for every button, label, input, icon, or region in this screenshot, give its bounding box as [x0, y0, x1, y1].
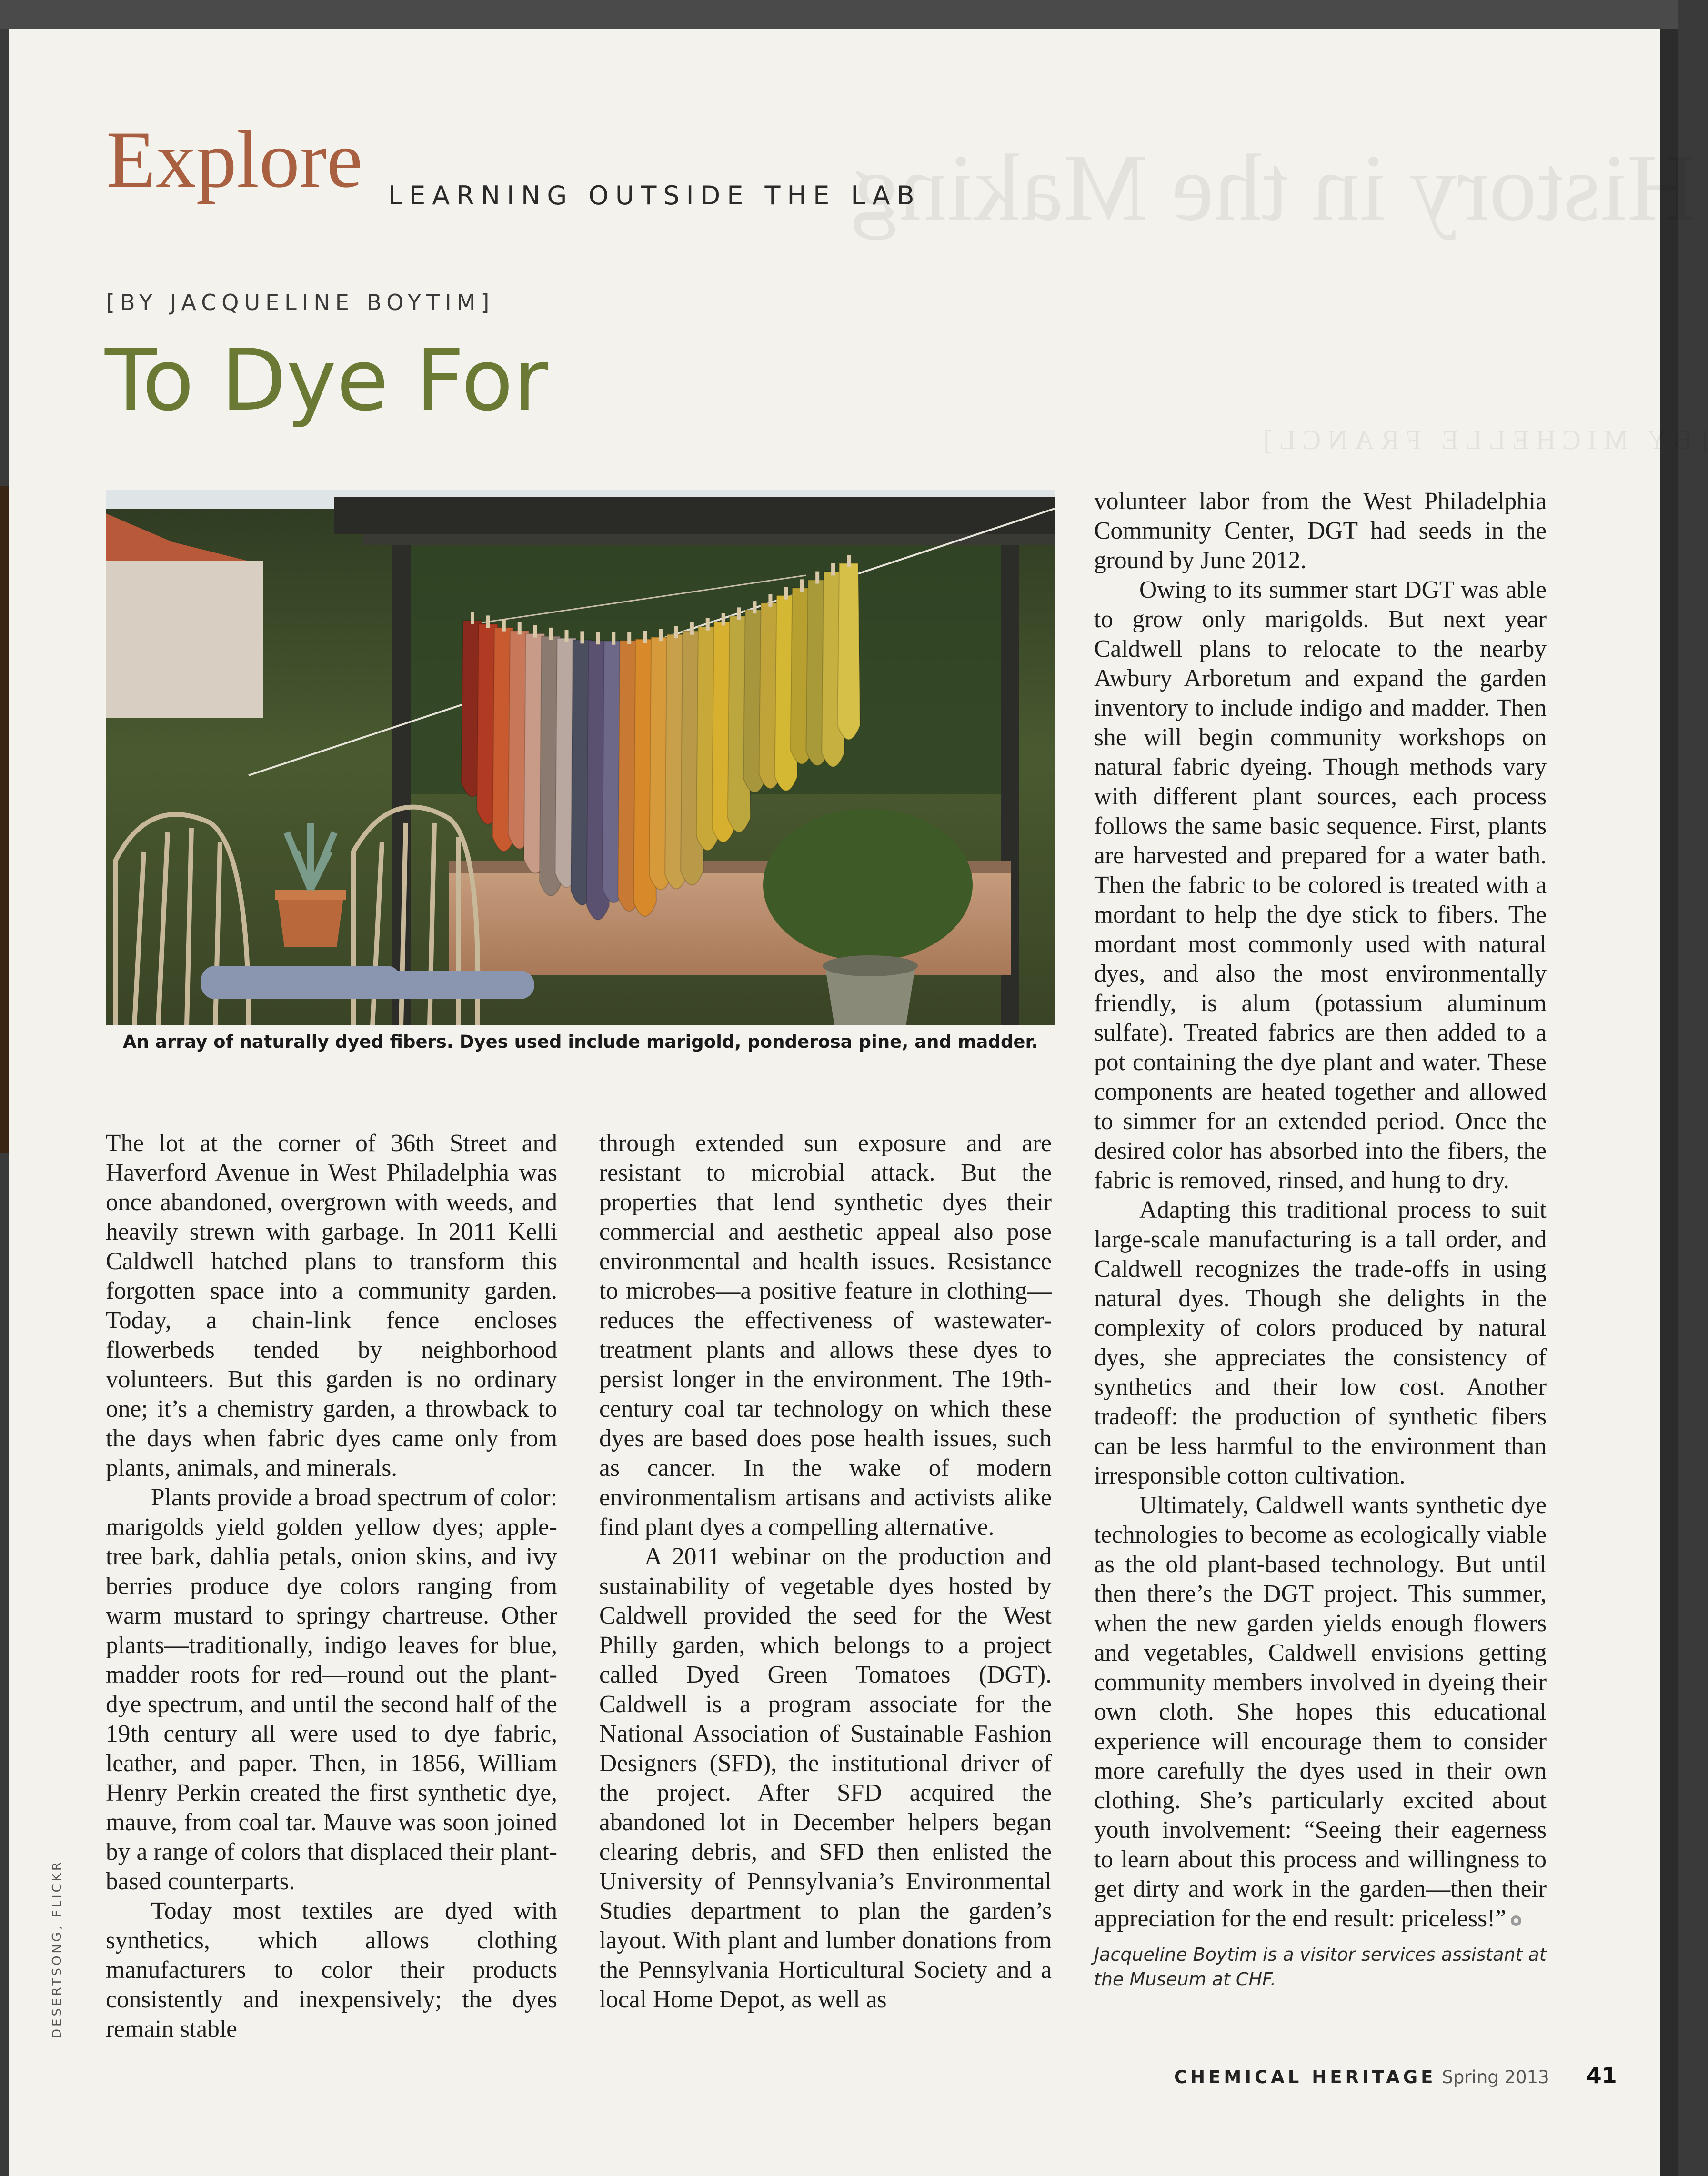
clothespin	[471, 612, 474, 624]
page-number: 41	[1586, 2063, 1617, 2088]
scan-background-top	[0, 0, 1678, 29]
clothespin	[674, 626, 678, 638]
paragraph: A 2011 webinar on the production and sustainability of vegetable dyes hosted by Caldwell provided the seed for the West Philly garden, which belongs to a project called Dyed Green Tomatoes (DGT). Caldwell is a program associate for the National Association of Sustainable Fashion Designers (SFD), the institutional driver of the project. After SFD acquired the abandoned lot in December helpers began clearing debris, and SFD then enlisted the University of Pennsylvania’s Environmental Studies department to plan the garden’s layout. With plant and lumber donations from the Pennsylvania Horticultural Society and a local Home Depot, as well as	[599, 1543, 1052, 2013]
clothespin	[722, 613, 725, 625]
show-through-byline: [BY MICHELLE FRANCL]	[1256, 424, 1708, 455]
paragraph: Adapting this traditional process to suit large-scale manufacturing is a tall order, and Caldwell recognizes the trade-offs in using natural dyes. Though she delights in the complexity of colors produced by natural dyes, she appreciates the consistency of synthetics and their low cost. Another tradeoff: the production of synthetic fibers can be less harmful to the environment than irresponsible cotton cultivation.	[1094, 1196, 1547, 1489]
article-byline: [BY JACQUELINE BOYTIM]	[106, 290, 495, 315]
facing-page-edge	[0, 486, 9, 1153]
text-column-1	[106, 1129, 557, 2044]
clothespin	[533, 625, 537, 638]
paragraph: volunteer labor from the West Philadelphia Community Center, DGT had seeds in the ground by June 2012.	[1094, 488, 1547, 574]
clothespin	[800, 579, 804, 592]
paragraph-text: Ultimately, Caldwell wants synthetic dye technologies to become as ecologically viable as the old plant-based technology. But until then there’s the DGT project. This summer, when the new garden yields enough flowers and vegetables, Caldwell envisions getting community members involved in dyeing their own cloth. She hopes this educational experience will encourage them to consider more carefully the dyes used in their own clothing. She’s particularly excited about youth involvement: “Seeing their eagerness to learn about this process and willingness to get dirty and work in the garden—then their appreciation for the end result: priceless!”	[1094, 1492, 1547, 1932]
dyed-fibers-photo	[106, 490, 1055, 1025]
clothespin	[518, 622, 522, 634]
clothespin	[502, 619, 506, 632]
clothespin	[847, 555, 851, 567]
article-title: To Dye For	[105, 331, 548, 430]
clothespin	[612, 632, 615, 645]
paragraph: The lot at the corner of 36th Street and Haverford Avenue in West Philadelphia was once abandoned, overgrown with weeds, and heavily strewn with garbage. In 2011 Kelli Caldwell hatched plans to transform this forgotten space into a community garden. Today, a chain-link fence encloses flowerbeds tended by neighborhood volunteers. But this garden is no ordinary one; it’s a chemistry garden, a throwback to the days when fabric dyes came only from plants, animals, and minerals.	[106, 1130, 557, 1482]
text-column-3	[1094, 487, 1547, 1992]
clothespin	[831, 563, 835, 575]
text-column-2	[599, 1129, 1052, 2015]
section-tagline: LEARNING OUTSIDE THE LAB	[388, 180, 921, 211]
end-of-article-icon	[1511, 1915, 1521, 1926]
clothespin	[549, 628, 553, 640]
clothespin	[596, 632, 600, 644]
paragraph: Plants provide a broad spectrum of color: marigolds yield golden yellow dyes; apple-tree bark, dahlia petals, onion skins, and ivy berries produce dye colors ranging from warm mustard to springy chartreuse. Other plants—traditionally, indigo leaves for blue, madder roots for red—round out the plant-dye spectrum, and until the second half of the 19th century all were used to dye fabric, leather, and paper. Then, in 1856, William Henry Perkin created the first synthetic dye, mauve, from coal tar. Mauve was soon joined by a range of colors that displaced their plant-based counterparts.	[106, 1484, 557, 1895]
scan-background-right	[1660, 29, 1678, 2176]
clothespin	[753, 601, 757, 613]
paragraph: Today most textiles are dyed with synthetics, which allows clothing manufacturers to color their products consistently and inexpensively; the dyes remain stable	[106, 1897, 557, 2043]
skein	[837, 563, 860, 740]
clothespin	[627, 632, 631, 644]
clothespin	[768, 594, 772, 607]
clothespin	[784, 587, 788, 600]
paragraph: Owing to its summer start DGT was able to grow only marigolds. But next year Caldwell plans to relocate to the nearby Awbury Arboretum and expand the garden inventory to include indigo and madder. Then she will begin community workshops on natural fabric dyeing. Though methods vary with different plant sources, each process follows the same basic sequence. First, plants are harvested and prepared for a water bath. Then the fabric to be colored is treated with a mordant to help the dye stick to fibers. The mordant most commonly used with natural dyes, and also the most environmentally friendly, is alum (potassium aluminum sulfate). Treated fabrics are then added to a pot containing the dye plant and water. These components are heated together and allowed to simmer for an extended period. Once the desired color has absorbed into the fibers, the fabric is removed, rinsed, and hung to dry.	[1094, 576, 1547, 1194]
author-bio: Jacqueline Boytim is a visitor services assistant at the Museum at CHF.	[1094, 1944, 1547, 1990]
clothespin	[815, 572, 819, 584]
clothespin	[659, 629, 663, 641]
show-through-title: History in the Making	[852, 135, 1696, 241]
clothespin	[565, 630, 569, 642]
photo-credit: DESERTSONG, FLICKR	[50, 1860, 64, 2038]
clothespin	[690, 622, 694, 635]
final-paragraph	[1094, 1491, 1547, 1934]
issue-date: Spring 2013	[1442, 2067, 1549, 2087]
paragraph: through extended sun exposure and are resistant to microbial attack. But the properties that lend synthetic dyes their commercial and aesthetic appeal also pose environmental and health issues. Resistance to microbes—a positive feature in clothing—reduces the effectiveness of wastewater-treatment plants and allows these dyes to persist longer in the environment. The 19th-century coal tar technology on which these dyes are based does pose health issues, such as cancer. In the wake of modern environmentalism artisans and activists alike find plant dyes a compelling alternative.	[599, 1130, 1052, 1541]
photo-caption: An array of naturally dyed fibers. Dyes used include marigold, ponderosa pine, and madder.	[123, 1032, 1038, 1052]
clothespin	[706, 618, 710, 631]
clothespin	[737, 607, 741, 620]
clothespin	[486, 615, 490, 628]
section-title: Explore	[106, 115, 363, 204]
magazine-name: CHEMICAL HERITAGE	[1174, 2067, 1437, 2087]
clothespin	[643, 631, 647, 643]
clothespin	[580, 631, 584, 643]
page-footer	[1174, 2065, 1617, 2086]
